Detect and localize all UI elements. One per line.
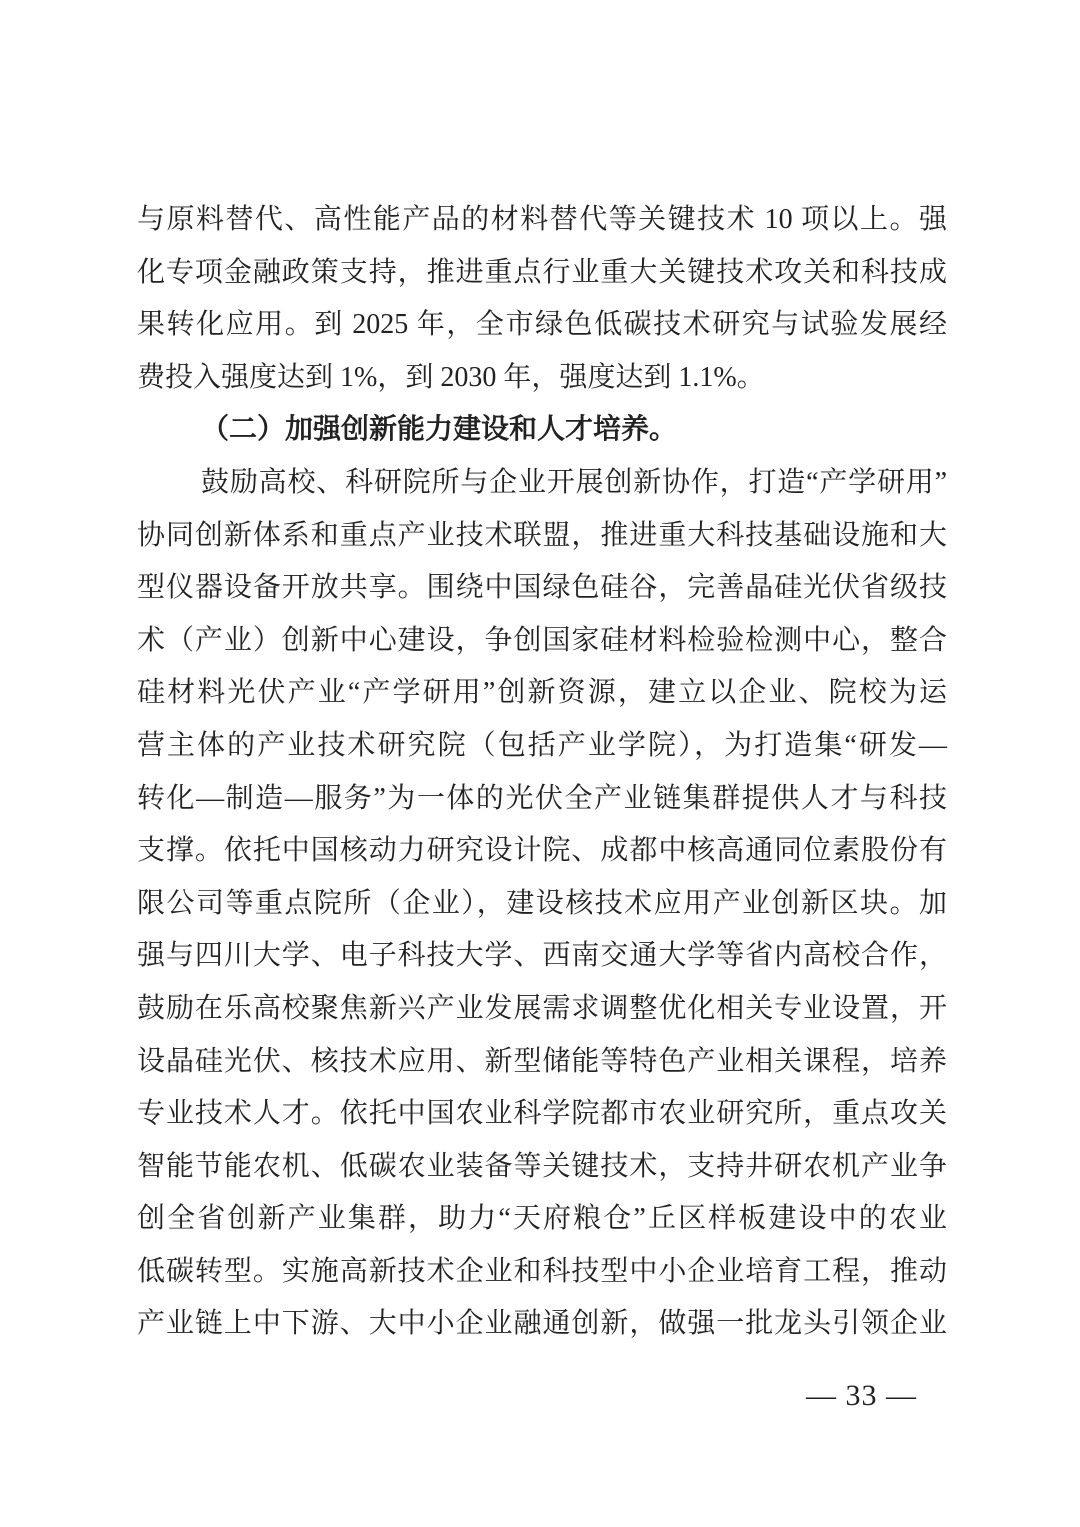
text-line: 限公司等重点院所（企业），建设核技术应用产业创新区块。加	[137, 887, 947, 919]
paragraph	[137, 457, 947, 1351]
section-heading	[137, 404, 947, 457]
text-line: 创全省创新产业集群，助力“天府粮仓”丘区样板建设中的农业	[137, 1203, 947, 1235]
text-line: 鼓励在乐高校聚焦新兴产业发展需求调整优化相关专业设置，开	[137, 992, 947, 1024]
text-line: 产业链上中下游、大中小企业融通创新，做强一批龙头引领企业	[137, 1308, 947, 1340]
text-line: 与原料替代、高性能产品的材料替代等关键技术 10 项以上。强	[137, 204, 947, 235]
document-body	[137, 194, 947, 1351]
text-line: 支撑。依托中国核动力研究设计院、成都中核高通同位素股份有	[137, 835, 947, 867]
text-line: 化专项金融政策支持，推进重点行业重大关键技术攻关和科技成	[137, 256, 947, 288]
text-line: 费投入强度达到 1%，到 2030 年，强度达到 1.1%。	[137, 361, 765, 393]
text-line: 型仪器设备开放共享。围绕中国绿色硅谷，完善晶硅光伏省级技	[137, 572, 947, 604]
text-line: （二）加强创新能力建设和人才培养。	[201, 414, 678, 446]
text-line: 术（产业）创新中心建设，争创国家硅材料检验检测中心，整合	[137, 624, 947, 656]
text-line: 强与四川大学、电子科技大学、西南交通大学等省内高校合作，	[137, 940, 947, 972]
text-line: 低碳转型。实施高新技术企业和科技型中小企业培育工程，推动	[137, 1255, 947, 1287]
text-line: 设晶硅光伏、核技术应用、新型储能等特色产业相关课程，培养	[137, 1045, 947, 1077]
page-number: — 33 —	[806, 1379, 917, 1412]
paragraph-continuation	[137, 194, 947, 404]
text-line: 营主体的产业技术研究院（包括产业学院），为打造集“研发—	[137, 729, 947, 761]
text-line: 鼓励高校、科研院所与企业开展创新协作，打造“产学研用”	[201, 466, 947, 498]
text-line: 协同创新体系和重点产业技术联盟，推进重大科技基础设施和大	[137, 519, 947, 551]
text-line: 智能节能农机、低碳农业装备等关键技术，支持井研农机产业争	[137, 1150, 947, 1182]
text-line: 转化—制造—服务”为一体的光伏全产业链集群提供人才与科技	[137, 782, 947, 814]
text-line: 硅材料光伏产业“产学研用”创新资源，建立以企业、院校为运	[137, 677, 947, 709]
text-line: 专业技术人才。依托中国农业科学院都市农业研究所，重点攻关	[137, 1098, 947, 1130]
text-line: 果转化应用。到 2025 年，全市绿色低碳技术研究与试验发展经	[137, 309, 947, 341]
